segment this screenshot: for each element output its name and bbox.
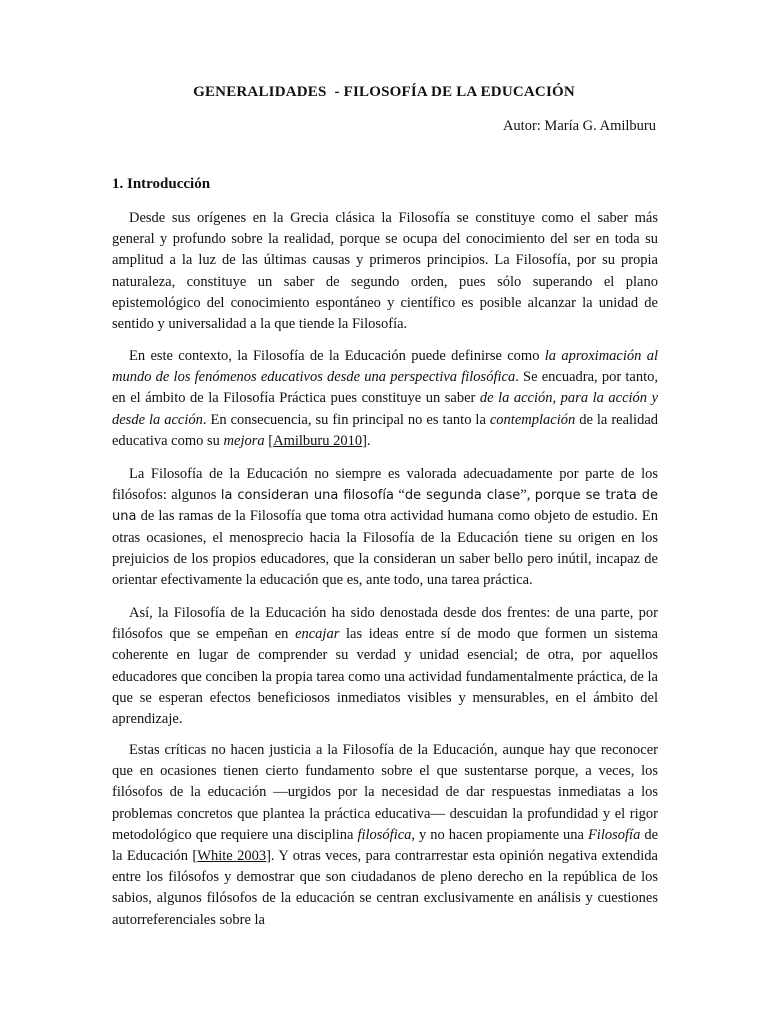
paragraph-2-text: [ — [264, 432, 274, 449]
paragraph-3 — [112, 464, 658, 591]
paragraph-5-text: Estas críticas no hacen justicia a la Filosofía de la Educación, aunque hay que reconocer que en ocasiones tienen cierto fundamento sobre el que sustentarse porque, a veces, los filósofos de la educación —urgidos por la necesidad de dar respuestas inmediatas a los problemas concretos que plantea la práctica educativa— descuidan la profundidad y el rigor metodológico que requiere una disciplina — [112, 742, 658, 843]
paragraph-2-text: . Se encuadra, por tanto, en el ámbito de la Filosofía Práctica pues constituye un saber — [112, 369, 658, 407]
citation-link[interactable]: Amilburu 2010 — [273, 432, 363, 449]
paragraph-5-clip — [112, 740, 658, 930]
paragraph-5 — [112, 740, 658, 930]
paragraph-3-text: La Filosofía de la Educación no siempre es valorada adecuadamente por parte de los filósofos: algunos — [112, 466, 658, 504]
paragraph-5-text: , y no hacen propiamente una — [411, 826, 588, 843]
paragraph-2-emphasis: contemplación — [489, 411, 576, 428]
paragraph-5-text: de la Educación [ — [112, 826, 658, 865]
paragraph-2-text: . En consecuencia, su fin principal no es tanto la — [202, 411, 490, 428]
paragraph-2-text: ]. — [362, 432, 371, 449]
paragraph-2-emphasis: la aproximación al mundo de los fenómenos educativos desde una perspectiva filosófica — [112, 348, 659, 386]
paragraph-3-highlight: la consideran una filosofía — [220, 488, 394, 504]
paragraph-3-text: ”, — [520, 487, 535, 504]
paragraph-5-emphasis: Filosofía — [587, 826, 641, 843]
paragraph-2-emphasis: de la acción, para la acción y desde la acción — [112, 390, 658, 428]
paragraph-2 — [112, 346, 658, 452]
paragraph-5-emphasis: filosófica — [357, 826, 412, 843]
paragraph-2-text: de la realidad educativa como su — [112, 411, 659, 449]
paragraph-4-text: las ideas entre sí de modo que formen un sistema coherente en lugar de comprender su verdad y unidad esencial; de otra, por aquellos educadores que conciben la propia tarea como una actividad fundamentalmente práctica, de la que se esperan efectos beneficiosos inmediatos visibles y mensurables, en el ámbito del aprendizaje. — [112, 626, 658, 728]
paragraph-3-highlight: porque se trata de una — [112, 488, 659, 525]
paragraph-4-text: Así, la Filosofía de la Educación ha sido denostada desde dos frentes: de una parte, por filósofos que se empeñan en — [112, 605, 658, 643]
paragraph-3-text: de las ramas de la Filosofía que toma otra actividad humana como objeto de estudio. En otras ocasiones, el menosprecio hacia la Filosofía de la Educación tiene su origen en los prejuicios de los propios educadores, que la consideran un saber bello pero inútil, incapaz de orientar efectivamente la educación que es, ante todo, una tarea práctica. — [112, 508, 658, 589]
document-title: GENERALIDADES - FILOSOFÍA DE LA EDUCACIÓN — [193, 84, 575, 100]
section-heading: 1. Introducción — [112, 176, 211, 192]
paragraph-4 — [112, 603, 658, 730]
paragraph-5-text: ]. Y otras veces, para contrarrestar esta opinión negativa extendida entre los filósofos y demostrar que son ciudadanos de pleno derecho en la república de los sabios, algunos filósofos de la educación se centran exclusivamente en análisis y cuestiones autorreferenciales sobre la — [112, 848, 658, 928]
paragraph-2-text: En este contexto, la Filosofía de la Educación puede definirse como — [129, 348, 545, 364]
paragraph-4-emphasis: encajar — [295, 626, 340, 643]
document-author: Autor: María G. Amilburu — [502, 118, 656, 134]
paragraph-2-emphasis: mejora — [223, 432, 265, 449]
paragraph-3-highlight: de segunda clase — [404, 488, 521, 504]
paragraph-3-text: “ — [393, 487, 405, 504]
paragraph-1: Desde sus orígenes en la Grecia clásica la Filosofía se constituye como el saber más general y profundo sobre la realidad, porque se ocupa del conocimiento del ser en toda su amplitud a la luz de las últimas causas y primeros principios. La Filosofía, por su propia naturaleza, constituye un saber de segundo orden, pues sólo superando el plano epistemológico del conocimiento espontáneo y científico es posible alcanzar la unidad de sentido y universalidad a la que tiende la Filosofía. — [112, 210, 658, 333]
citation-link[interactable]: White 2003 — [197, 848, 267, 865]
